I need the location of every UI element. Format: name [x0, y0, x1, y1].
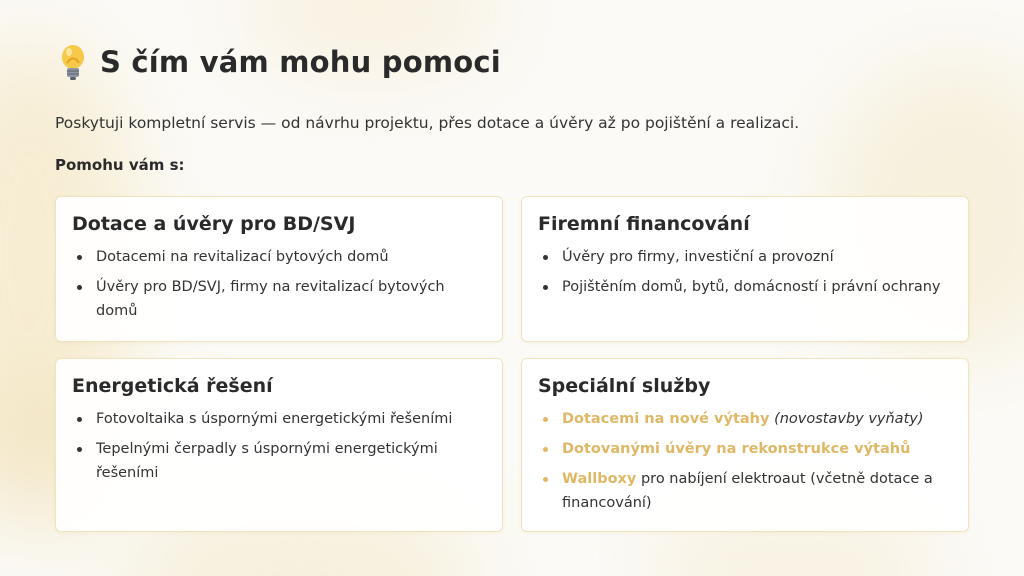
list-item [538, 437, 952, 461]
card-title: Energetická řešení [72, 375, 273, 397]
list-item: Pojištěním domů, bytů, domácností i právní ochrany [538, 275, 952, 299]
card-list [538, 407, 952, 515]
list-item: Dotacemi na revitalizací bytových domů [72, 245, 486, 269]
list-item-text: pro nabíjení elektroaut (včetně dotace a financování) [562, 471, 933, 511]
highlight-text: Dotovanými úvěry na rekonstrukce výtahů [562, 441, 911, 457]
card-list [72, 407, 486, 485]
highlight-text: Dotacemi na nové výtahy [562, 411, 770, 427]
list-item: Fotovoltaika s úspornými energetickými řešeními [72, 407, 486, 431]
card-energeticka [55, 358, 503, 532]
page-title: S čím vám mohu pomoci [100, 45, 501, 79]
list-item: Úvěry pro firmy, investiční a provozní [538, 245, 952, 269]
card-title: Speciální služby [538, 375, 711, 397]
card-list [72, 245, 486, 323]
list-item [538, 407, 952, 431]
card-title: Dotace a úvěry pro BD/SVJ [72, 213, 356, 235]
card-title: Firemní financování [538, 213, 750, 235]
list-item: Úvěry pro BD/SVJ, firmy na revitalizací bytových domů [72, 275, 486, 323]
title-row [56, 40, 501, 84]
italic-note: (novostavby vyňaty) [774, 411, 924, 427]
card-specialni [521, 358, 969, 532]
highlight-text: Wallboxy [562, 471, 637, 487]
card-bd-svj [55, 196, 503, 342]
card-list [538, 245, 952, 299]
card-firemni [521, 196, 969, 342]
list-item: Tepelnými čerpadly s úspornými energetickými řešeními [72, 437, 486, 485]
list-item [538, 467, 952, 515]
lightbulb-icon [56, 42, 90, 82]
lead-text: Pomohu vám s: [55, 156, 185, 174]
intro-text: Poskytuji kompletní servis — od návrhu projektu, přes dotace a úvěry až po pojištění a realizaci. [55, 114, 800, 132]
